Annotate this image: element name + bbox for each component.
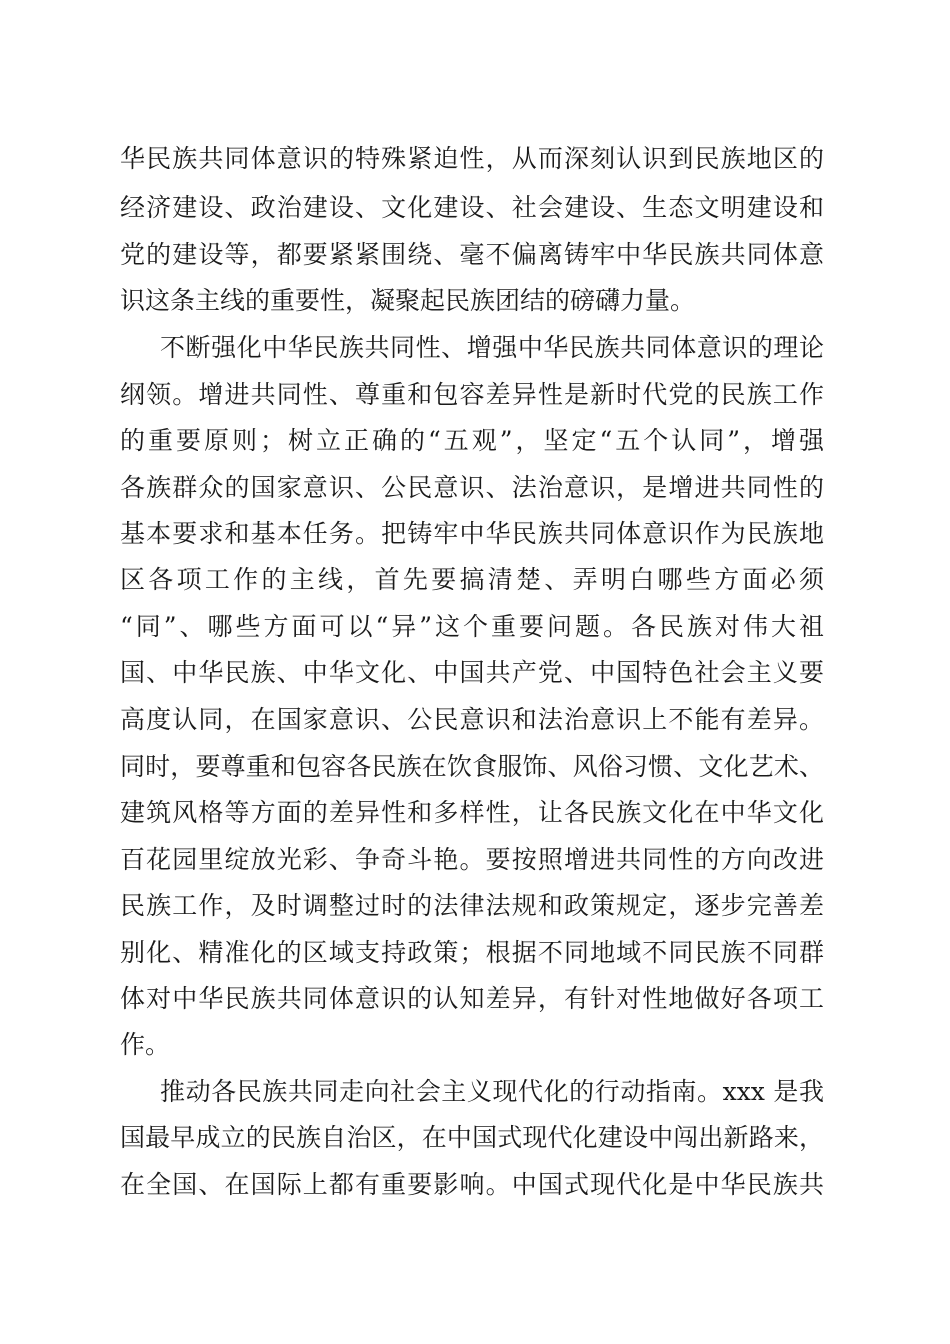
paragraph-2-line-9: 高度认同，在国家意识、公民意识和法治意识上不能有差异。 [120,705,824,734]
paragraph-2-line-2: 纲领。增进共同性、尊重和包容差异性是新时代党的民族工作 [120,380,824,409]
paragraph-3-line-3: 在全国、在国际上都有重要影响。中国式现代化是中华民族共 [120,1170,824,1199]
paragraph-1-line-3: 党的建设等，都要紧紧围绕、毫不偏离铸牢中华民族共同体意 [120,240,824,269]
paragraph-1-line-2: 经济建设、政治建设、文化建设、社会建设、生态文明建设和 [120,193,824,222]
paragraph-2-line-16: 作。 [120,1030,171,1059]
paragraph-3-line-1: 推动各民族共同走向社会主义现代化的行动指南。xxx 是我 [160,1077,824,1106]
paragraph-2-line-12: 百花园里绽放光彩、争奇斗艳。要按照增进共同性的方向改进 [120,845,824,874]
paragraph-3-line-2: 国最早成立的民族自治区，在中国式现代化建设中闯出新路来， [120,1123,824,1152]
paragraph-2-line-4: 各族群众的国家意识、公民意识、法治意识，是增进共同性的 [120,473,824,502]
paragraph-2-line-7: “同”、哪些方面可以“异”这个重要问题。各民族对伟大祖 [120,612,824,641]
paragraph-2-line-15: 体对中华民族共同体意识的认知差异，有针对性地做好各项工 [120,984,824,1013]
paragraph-2-line-3: 的重要原则；树立正确的“五观”，坚定“五个认同”，增强 [120,426,824,455]
paragraph-2-line-14: 别化、精准化的区域支持政策；根据不同地域不同民族不同群 [120,938,824,967]
paragraph-2-line-10: 同时，要尊重和包容各民族在饮食服饰、风俗习惯、文化艺术、 [120,752,824,781]
paragraph-2-line-5: 基本要求和基本任务。把铸牢中华民族共同体意识作为民族地 [120,519,824,548]
paragraph-2-line-13: 民族工作，及时调整过时的法律法规和政策规定，逐步完善差 [120,891,824,920]
paragraph-2-line-11: 建筑风格等方面的差异性和多样性，让各民族文化在中华文化 [120,798,824,827]
paragraph-2-line-6: 区各项工作的主线，首先要搞清楚、弄明白哪些方面必须 [120,565,824,594]
paragraph-2-line-8: 国、中华民族、中华文化、中国共产党、中国特色社会主义要 [120,658,824,687]
paragraph-2-line-1: 不断强化中华民族共同性、增强中华民族共同体意识的理论 [160,333,824,362]
paragraph-1-line-4: 识这条主线的重要性，凝聚起民族团结的磅礴力量。 [120,286,696,315]
paragraph-1-line-1: 华民族共同体意识的特殊紧迫性，从而深刻认识到民族地区的 [120,144,824,173]
